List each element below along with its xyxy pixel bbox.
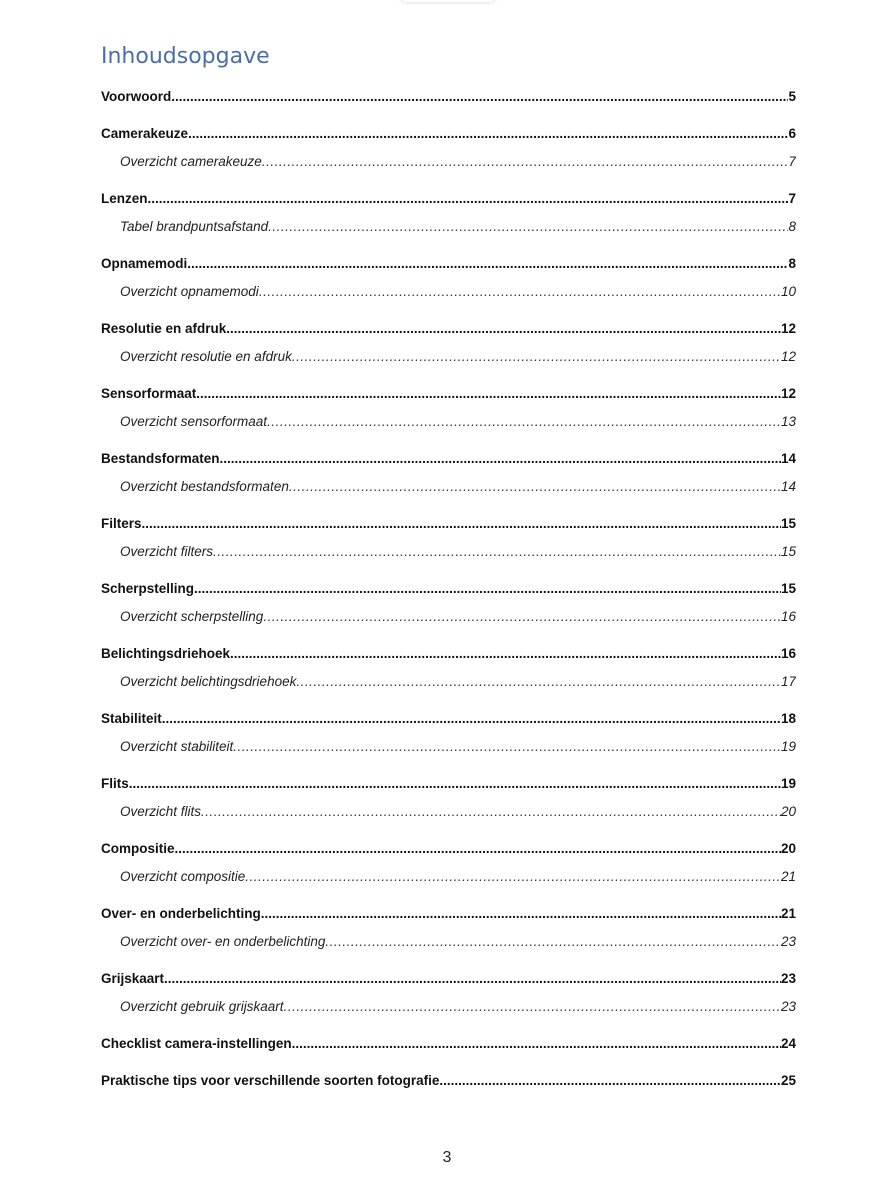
toc-dot-leader — [268, 217, 788, 237]
toc-dot-leader — [188, 124, 788, 144]
toc-entry-title: Overzicht bestandsformaten — [120, 479, 289, 494]
toc-entry[interactable] — [101, 514, 796, 534]
toc-entry-title: Over- en onderbelichting — [101, 906, 261, 921]
toc-entry[interactable] — [101, 709, 796, 729]
toc-entry[interactable] — [101, 1071, 796, 1091]
toc-entry-page: 6 — [788, 126, 796, 141]
toc-dot-leader — [213, 542, 781, 562]
toc-dot-leader — [325, 932, 781, 952]
toc-entry-page: 19 — [780, 739, 796, 754]
toc-entry-page: 16 — [780, 646, 796, 661]
toc-subentry[interactable] — [101, 347, 796, 367]
toc-entry-page: 21 — [780, 906, 796, 921]
toc-entry-page: 15 — [780, 516, 796, 531]
toc-entry-title: Opnamemodi — [101, 256, 188, 271]
toc-entry-title: Filters — [101, 516, 142, 531]
toc-dot-leader — [164, 969, 781, 989]
toc-entry-page: 23 — [780, 934, 796, 949]
toc-entry-page: 19 — [780, 776, 796, 791]
toc-subentry[interactable] — [101, 997, 796, 1017]
toc-dot-leader — [245, 867, 781, 887]
toc-subentry[interactable] — [101, 217, 796, 237]
toc-dot-leader — [439, 1071, 781, 1091]
toc-entry[interactable] — [101, 904, 796, 924]
toc-dot-leader — [220, 449, 781, 469]
toc-dot-leader — [226, 319, 781, 339]
toc-entry-page: 15 — [780, 544, 796, 559]
toc-entry-page: 5 — [788, 89, 796, 104]
toc-entry-page: 13 — [780, 414, 796, 429]
toc-entry-page: 8 — [788, 219, 796, 234]
toc-entry-page: 20 — [780, 804, 796, 819]
toc-subentry[interactable] — [101, 477, 796, 497]
toc-entry-title: Overzicht opnamemodi — [120, 284, 259, 299]
toc-entry-title: Overzicht belichtingsdriehoek — [120, 674, 297, 689]
toc-entry-title: Tabel brandpuntsafstand — [120, 219, 269, 234]
toc-entry[interactable] — [101, 384, 796, 404]
toc-entry[interactable] — [101, 124, 796, 144]
toc-dot-leader — [292, 1034, 781, 1054]
toc-subentry[interactable] — [101, 282, 796, 302]
toc-dot-leader — [187, 254, 788, 274]
toc-entry[interactable] — [101, 774, 796, 794]
toc-entry-page: 20 — [780, 841, 796, 856]
toc-heading: Inhoudsopgave — [101, 44, 270, 69]
toc-dot-leader — [289, 477, 781, 497]
toc-entry-title: Overzicht flits — [120, 804, 202, 819]
toc-entry[interactable] — [101, 449, 796, 469]
toc-dot-leader — [284, 997, 781, 1017]
toc-entry[interactable] — [101, 644, 796, 664]
toc-dot-leader — [233, 737, 781, 757]
toc-entry-title: Overzicht gebruik grijskaart — [120, 999, 284, 1014]
toc-entry-page: 8 — [788, 256, 796, 271]
toc-entry-title: Resolutie en afdruk — [101, 321, 227, 336]
toc-entry[interactable] — [101, 87, 796, 107]
toc-dot-leader — [267, 412, 781, 432]
toc-entry-title: Compositie — [101, 841, 175, 856]
toc-entry[interactable] — [101, 969, 796, 989]
toc-subentry[interactable] — [101, 867, 796, 887]
document-page — [101, 40, 796, 1091]
toc-entry-title: Belichtingsdriehoek — [101, 646, 231, 661]
toc-subentry[interactable] — [101, 607, 796, 627]
toc-entry-title: Overzicht camerakeuze — [120, 154, 262, 169]
toc-entry-title: Overzicht sensorformaat — [120, 414, 268, 429]
toc-subentry[interactable] — [101, 737, 796, 757]
page-number: 3 — [442, 1149, 452, 1166]
toc-subentry[interactable] — [101, 802, 796, 822]
table-of-contents — [101, 87, 796, 1091]
toc-entry-page: 12 — [780, 321, 796, 336]
toc-subentry[interactable] — [101, 542, 796, 562]
toc-dot-leader — [148, 189, 789, 209]
toc-dot-leader — [201, 802, 781, 822]
toc-entry-page: 15 — [780, 581, 796, 596]
toc-entry-page: 7 — [788, 191, 796, 206]
toc-entry-title: Scherpstelling — [101, 581, 195, 596]
toc-entry[interactable] — [101, 579, 796, 599]
toc-dot-leader — [263, 607, 781, 627]
toc-entry-title: Overzicht compositie — [120, 869, 246, 884]
toc-entry-page: 14 — [780, 451, 796, 466]
toc-entry-page: 24 — [780, 1036, 796, 1051]
toc-entry-title: Overzicht over- en onderbelichting — [120, 934, 326, 949]
toc-entry-title: Voorwoord — [101, 89, 172, 104]
toc-entry-title: Overzicht stabiliteit — [120, 739, 234, 754]
toc-dot-leader — [292, 347, 781, 367]
toc-dot-leader — [175, 839, 781, 859]
toc-entry-page: 23 — [780, 971, 796, 986]
toc-dot-leader — [196, 384, 781, 404]
toc-subentry[interactable] — [101, 152, 796, 172]
toc-subentry[interactable] — [101, 412, 796, 432]
toc-subentry[interactable] — [101, 672, 796, 692]
toc-entry-page: 17 — [780, 674, 796, 689]
toc-entry-page: 12 — [780, 349, 796, 364]
toc-entry-title: Grijskaart — [101, 971, 165, 986]
toc-entry-title: Camerakeuze — [101, 126, 189, 141]
toc-dot-leader — [296, 672, 781, 692]
toc-entry-title: Sensorformaat — [101, 386, 197, 401]
toc-entry-title: Checklist camera-instellingen — [101, 1036, 292, 1051]
toc-entry-page: 7 — [788, 154, 796, 169]
toc-dot-leader — [142, 514, 781, 534]
toc-entry-page: 18 — [780, 711, 796, 726]
toc-dot-leader — [230, 644, 781, 664]
toc-entry-page: 25 — [780, 1073, 796, 1088]
viewer-top-tab — [398, 0, 498, 2]
toc-dot-leader — [261, 904, 781, 924]
toc-dot-leader — [162, 709, 781, 729]
toc-entry-page: 10 — [780, 284, 796, 299]
toc-dot-leader — [259, 282, 781, 302]
toc-entry[interactable] — [101, 319, 796, 339]
toc-entry-page: 16 — [780, 609, 796, 624]
toc-dot-leader — [171, 87, 788, 107]
toc-entry-title: Overzicht filters — [120, 544, 214, 559]
toc-entry-page: 23 — [780, 999, 796, 1014]
toc-entry-page: 14 — [780, 479, 796, 494]
toc-dot-leader — [129, 774, 781, 794]
toc-entry-title: Flits — [101, 776, 129, 791]
toc-entry[interactable] — [101, 189, 796, 209]
toc-entry-page: 12 — [780, 386, 796, 401]
toc-entry-title: Bestandsformaten — [101, 451, 220, 466]
toc-entry-title: Overzicht scherpstelling — [120, 609, 264, 624]
toc-entry-title: Overzicht resolutie en afdruk — [120, 349, 292, 364]
toc-dot-leader — [262, 152, 789, 172]
toc-dot-leader — [194, 579, 781, 599]
toc-entry[interactable] — [101, 1034, 796, 1054]
toc-subentry[interactable] — [101, 932, 796, 952]
toc-entry-page: 21 — [780, 869, 796, 884]
toc-entry[interactable] — [101, 839, 796, 859]
toc-entry-title: Stabiliteit — [101, 711, 162, 726]
toc-entry-title: Praktische tips voor verschillende soorten fotografie — [101, 1073, 440, 1088]
toc-entry[interactable] — [101, 254, 796, 274]
toc-entry-title: Lenzen — [101, 191, 148, 206]
